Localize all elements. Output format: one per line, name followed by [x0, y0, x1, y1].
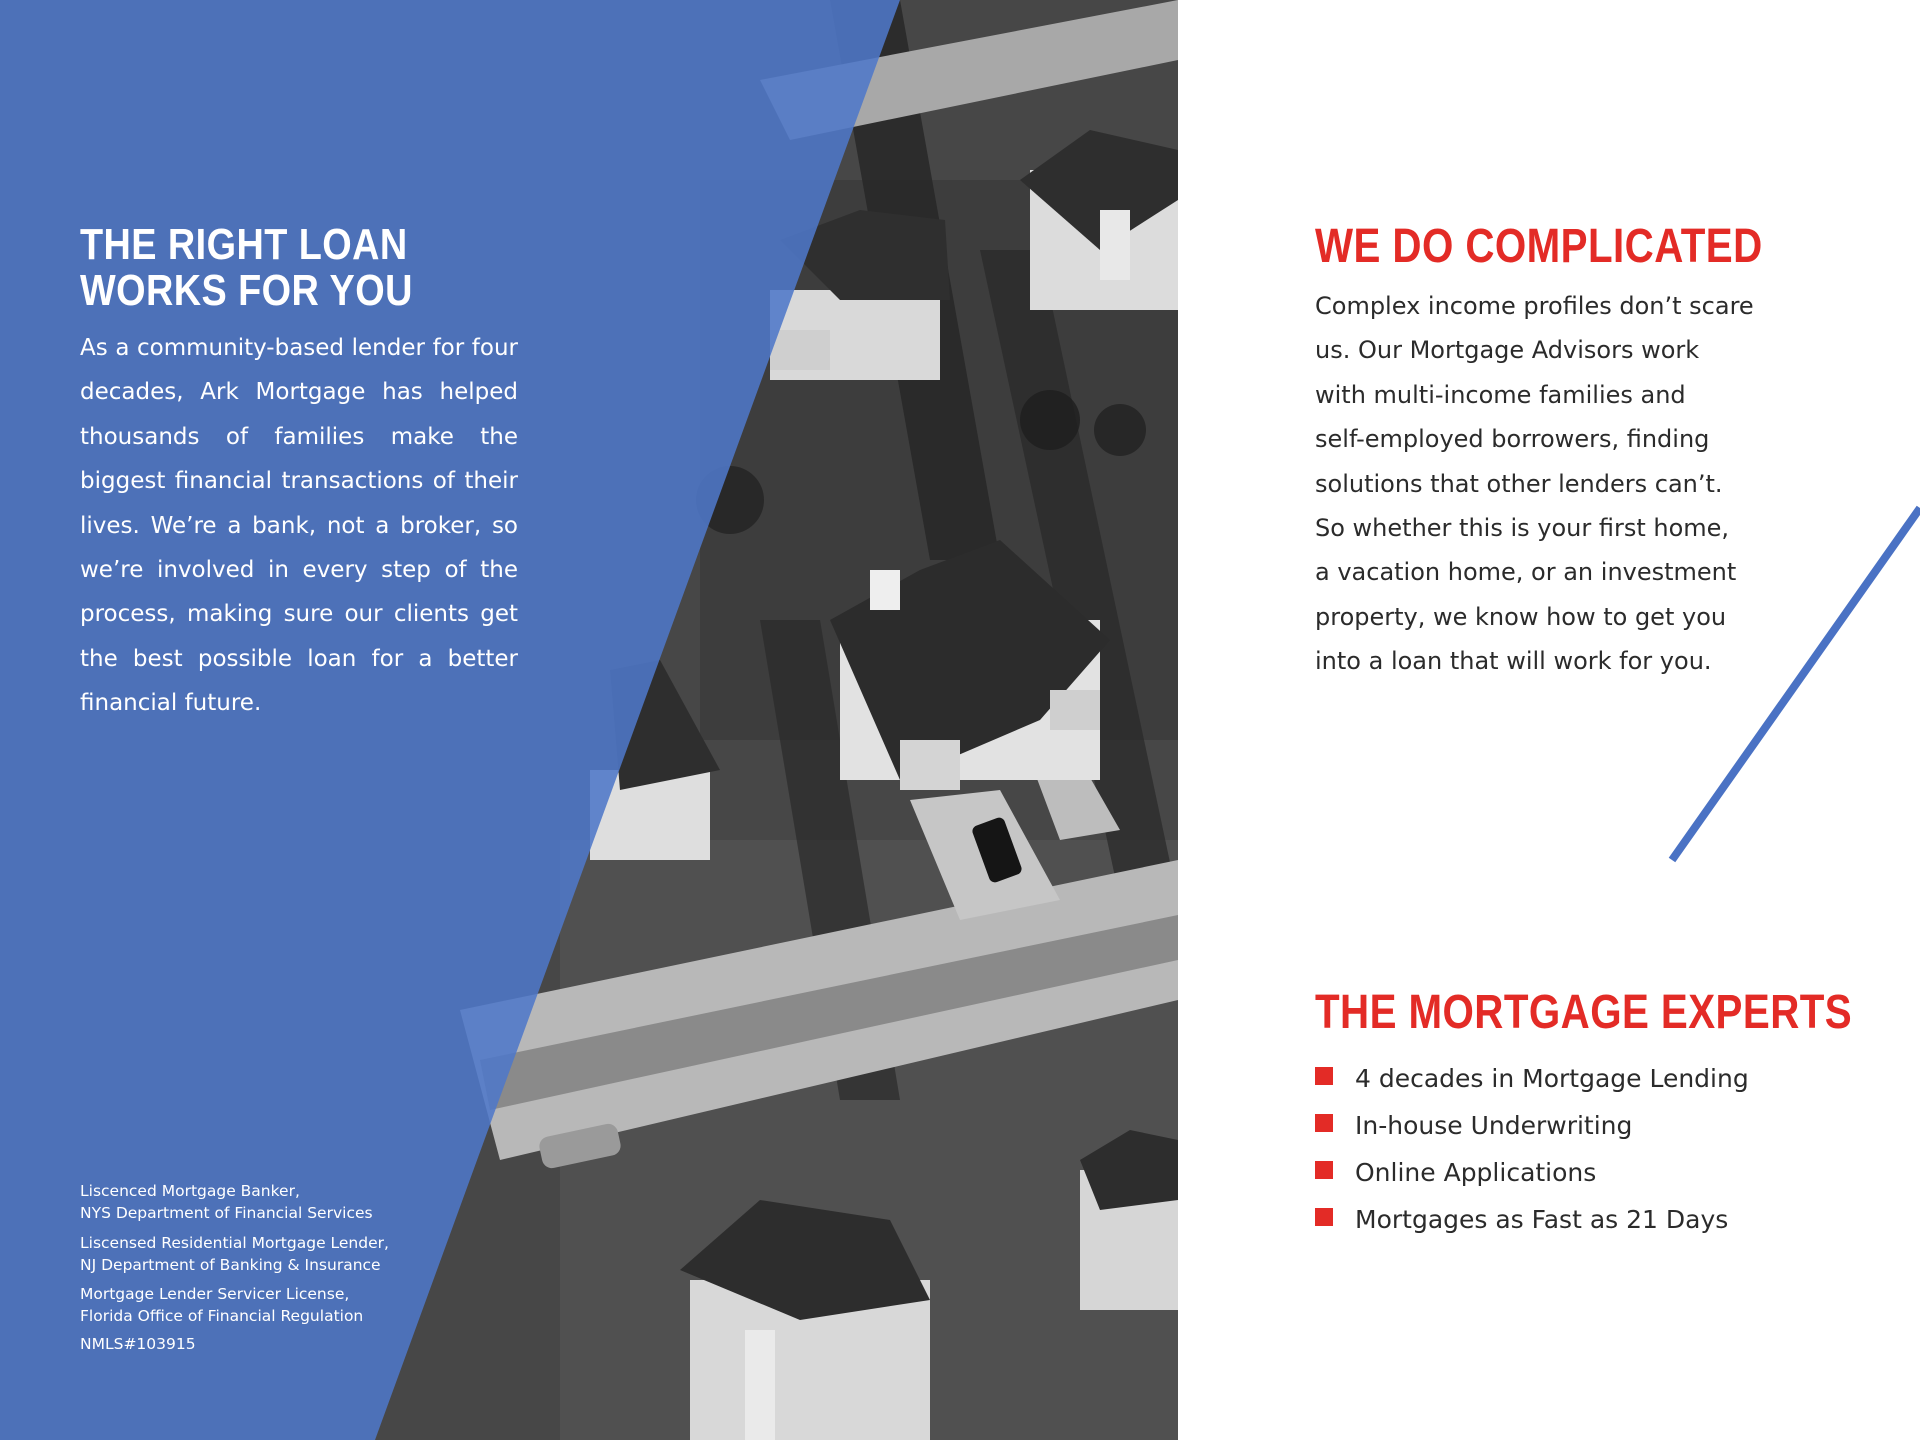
body-line: Complex income profiles don’t scare — [1315, 292, 1754, 320]
decorative-diagonal-line — [1660, 490, 1920, 870]
body-line: solutions that other lenders can’t. — [1315, 469, 1723, 498]
list-item — [1315, 1149, 1749, 1196]
body-line: with multi-income families and — [1315, 380, 1686, 409]
body-line: self-employed borrowers, finding — [1315, 425, 1710, 454]
left-section-title — [80, 222, 413, 314]
experts-bullet-list — [1315, 1055, 1749, 1243]
license-florida — [80, 1283, 363, 1327]
red-square-bullet-icon — [1315, 1067, 1333, 1085]
left-title-line2: WORKS FOR YOU — [80, 266, 413, 315]
left-title-line1: THE RIGHT LOAN — [80, 220, 408, 269]
license-nj — [80, 1232, 389, 1276]
left-body-text: As a community-based lender for four decades, Ark Mortgage has helped thousands of families make the biggest financial transactions of their lives. We’re a bank, not a broker, so we’re involved in every step of the process, making sure our clients get the best possible loan for a better financial future. — [80, 335, 518, 717]
license-nj-line1: Liscensed Residential Mortgage Lender, — [80, 1234, 389, 1252]
list-item — [1315, 1196, 1749, 1243]
bullet-text: 4 decades in Mortgage Lending — [1355, 1064, 1749, 1093]
body-line: us. Our Mortgage Advisors work — [1315, 336, 1700, 365]
body-line: into a loan that will work for you. — [1315, 647, 1712, 676]
license-nys — [80, 1180, 373, 1224]
list-item — [1315, 1055, 1749, 1102]
license-florida-line2: Florida Office of Financial Regulation — [80, 1307, 364, 1325]
bullet-text: Mortgages as Fast as 21 Days — [1355, 1205, 1729, 1234]
section-title-mortgage-experts: THE MORTGAGE EXPERTS — [1315, 986, 1853, 1039]
license-nys-line2: NYS Department of Financial Services — [80, 1204, 373, 1222]
body-line: a vacation home, or an investment — [1315, 558, 1737, 587]
license-nys-line1: Liscenced Mortgage Banker, — [80, 1182, 300, 1200]
bullet-text: In-house Underwriting — [1355, 1111, 1633, 1140]
license-florida-line1: Mortgage Lender Servicer License, — [80, 1285, 350, 1303]
bullet-text: Online Applications — [1355, 1158, 1597, 1187]
body-line: So whether this is your first home, — [1315, 514, 1730, 543]
list-item — [1315, 1102, 1749, 1149]
red-square-bullet-icon — [1315, 1114, 1333, 1132]
body-line: property, we know how to get you — [1315, 602, 1727, 631]
red-square-bullet-icon — [1315, 1161, 1333, 1179]
section-title-we-do-complicated: WE DO COMPLICATED — [1315, 220, 1763, 273]
nmls-number: NMLS#103915 — [80, 1335, 196, 1353]
red-square-bullet-icon — [1315, 1208, 1333, 1226]
license-nj-line2: NJ Department of Banking & Insurance — [80, 1256, 381, 1274]
